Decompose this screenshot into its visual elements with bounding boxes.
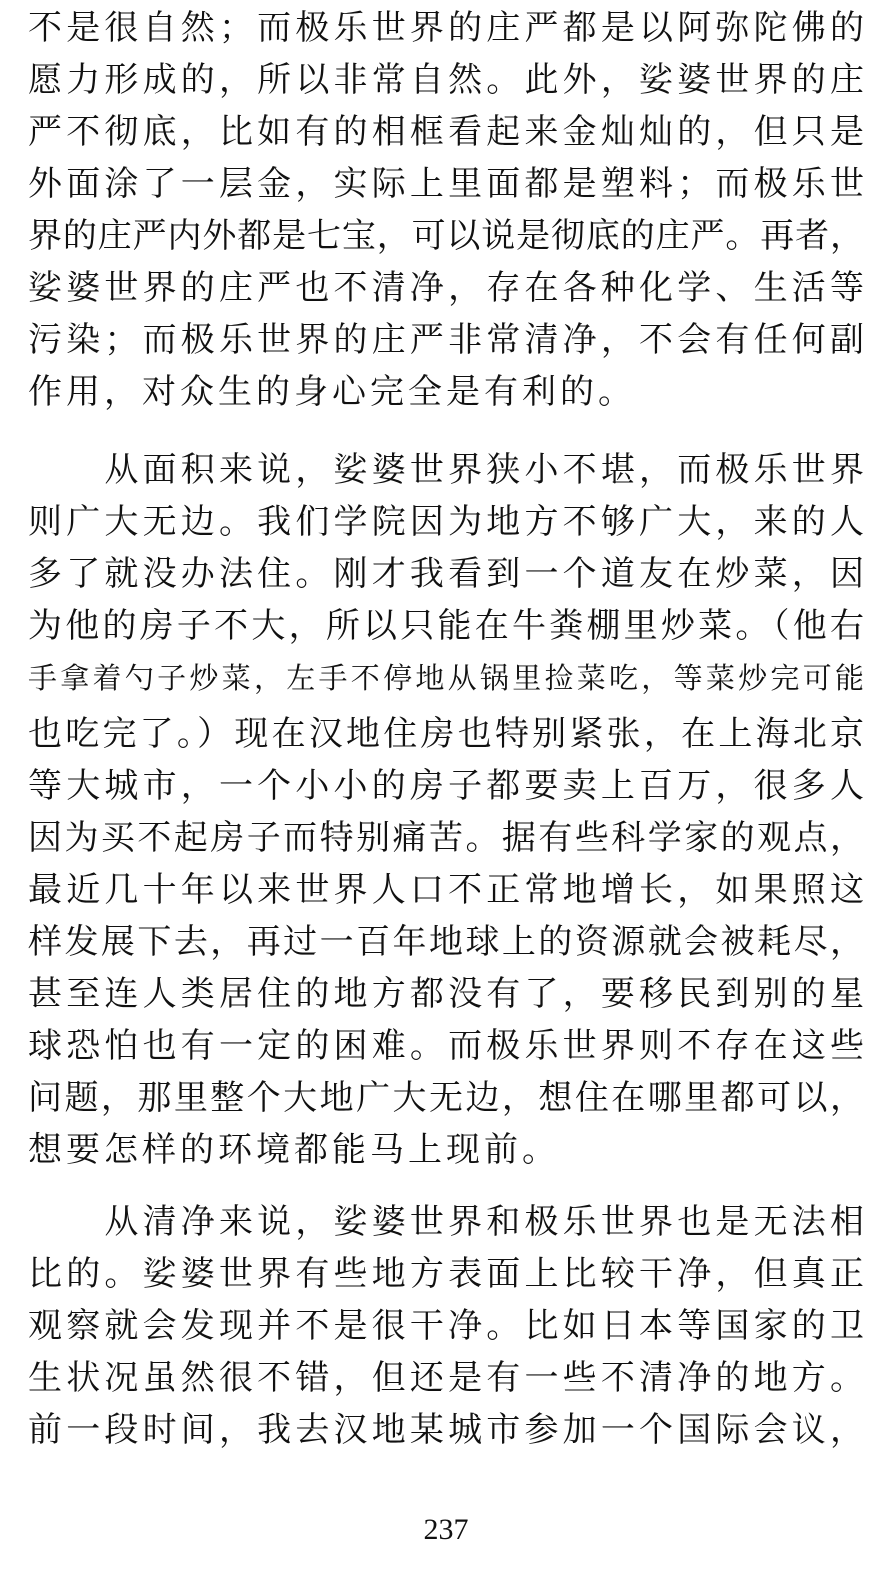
text-line: 污染；而极乐世界的庄严非常清净，不会有任何副 [28,320,864,360]
text-line: 愿力形成的，所以非常自然。此外，娑婆世界的庄 [28,60,864,100]
text-line: 多了就没办法住。刚才我看到一个道友在炒菜，因 [28,554,864,594]
text-line: 问题，那里整个大地广大无边，想住在哪里都可以， [28,1078,864,1118]
text-line: 球恐怕也有一定的困难。而极乐世界则不存在这些 [28,1026,864,1066]
text-line: 甚至连人类居住的地方都没有了，要移民到别的星 [28,974,864,1014]
text-line: 样发展下去，再过一百年地球上的资源就会被耗尽， [28,922,864,962]
text-line: 娑婆世界的庄严也不清净，存在各种化学、生活等 [28,268,864,308]
text-line: 手拿着勺子炒菜，左手不停地从锅里捡菜吃，等菜炒完可能 [28,661,864,695]
text-line: 不是很自然；而极乐世界的庄严都是以阿弥陀佛的 [28,8,864,48]
text-line: 外面涂了一层金，实际上里面都是塑料；而极乐世 [28,164,864,204]
text-line: 界的庄严内外都是七宝，可以说是彻底的庄严。再者， [28,216,864,256]
page-number: 237 [423,1513,469,1546]
text-line: 则广大无边。我们学院因为地方不够广大，来的人 [28,502,864,542]
text-line: 最近几十年以来世界人口不正常地增长，如果照这 [28,870,864,910]
text-line: 比的。娑婆世界有些地方表面上比较干净，但真正 [28,1254,864,1294]
text-line: 也吃完了。）现在汉地住房也特别紧张，在上海北京 [28,714,864,754]
text-line: 严不彻底，比如有的相框看起来金灿灿的，但只是 [28,112,864,152]
text-line: 为他的房子不大，所以只能在牛粪棚里炒菜。（他右 [28,606,864,646]
text-line: 等大城市，一个小小的房子都要卖上百万，很多人 [28,766,864,806]
text-line: 想要怎样的环境都能马上现前。 [28,1130,560,1170]
text-line: 从面积来说，娑婆世界狭小不堪，而极乐世界 [28,450,864,490]
text-line: 观察就会发现并不是很干净。比如日本等国家的卫 [28,1306,864,1346]
text-line: 作用，对众生的身心完全是有利的。 [28,372,636,412]
text-line: 从清净来说，娑婆世界和极乐世界也是无法相 [28,1202,864,1242]
text-line: 生状况虽然很不错，但还是有一些不清净的地方。 [28,1358,864,1398]
text-line: 因为买不起房子而特别痛苦。据有些科学家的观点， [28,818,864,858]
text-line: 前一段时间，我去汉地某城市参加一个国际会议， [28,1410,864,1450]
